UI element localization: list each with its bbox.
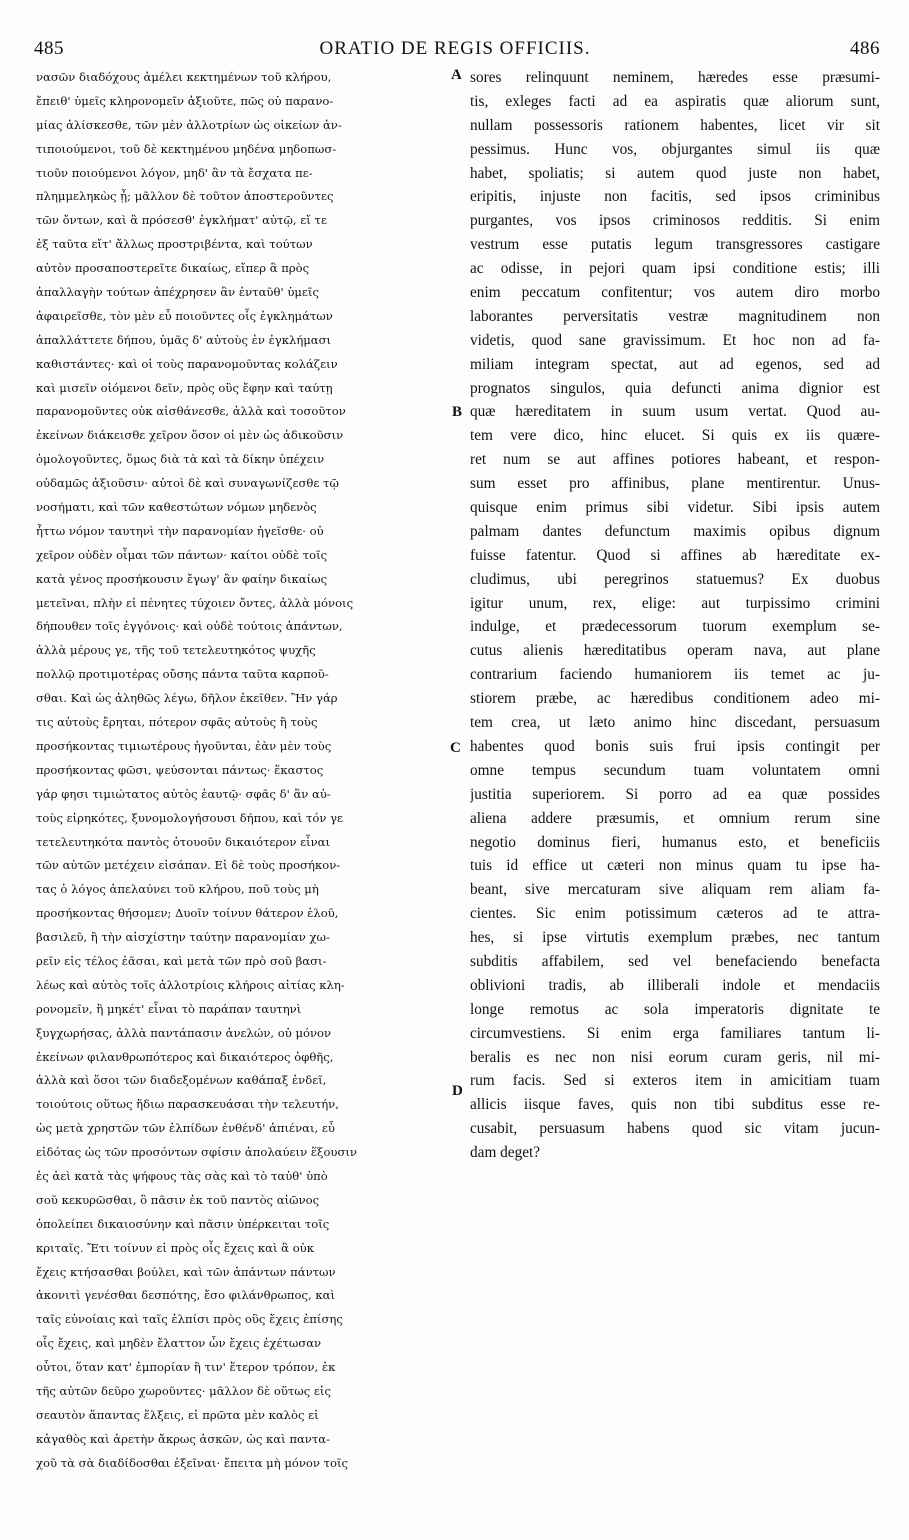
- text-line: cutus alienis hæreditatibus operam nava, aut plane: [470, 642, 880, 660]
- text-line: ἐς ἀεὶ κατὰ τὰς ψήφους τὰς σὰς καὶ τὸ ταὐθ' ὑπὸ: [36, 1168, 328, 1183]
- text-line: ἔπειθ' ὑμεῖς κληρονομεῖν ἀξιοῦτε, πῶς οὐ παρανο-: [36, 93, 334, 108]
- text-line: σοῦ κεκυρῶσθαι, ὃ πᾶσιν ἐκ τοῦ παντὸς αἰῶνος: [36, 1192, 320, 1207]
- text-line: νοσήματι, καὶ τῶν καθεστώτων νόμων μηδενὸς: [36, 500, 317, 515]
- text-line: οἷς ἔχεις, καὶ μηδὲν ἔλαττον ὧν ἔχεις ἐχέτωσαν: [36, 1336, 322, 1351]
- text-line: τοὺς εἰρηκότες, ξυνομολογήσουσι δήπου, καὶ τόν γε: [36, 810, 344, 825]
- greek-column: [36, 66, 446, 1476]
- text-line: ἐξ ταῦτα εἴτ' ἄλλως προστριβέντα, καὶ τούτων: [36, 237, 313, 252]
- text-line: ἧττω νόμον ταυτηνὶ τὴν παρανομίαν ἡγεῖσθε· οὐ: [36, 523, 324, 538]
- text-line: ξυγχωρήσας, ἀλλὰ παντάπασιν ἀνελών, οὐ μόνον: [36, 1025, 332, 1040]
- text-line: ταῖς εὐνοίαις καὶ ταῖς ἐλπίσι πρὸς οὓς ἔχεις ἐπίσης: [36, 1312, 343, 1327]
- text-line: ἀπαλλάττετε δήπου, ὑμᾶς δ' αὐτοὺς ἐν ἐγκλήμασι: [36, 332, 332, 347]
- text-line: προσήκοντας φῶσι, ψεύσονται πάντως· ἕκαστος: [36, 762, 324, 777]
- text-line: κατὰ γένος προσήκουσιν ἔγωγ' ἂν φαίην δικαίως: [36, 571, 328, 586]
- text-line: κριταῖς. Ἔτι τοίνυν εἰ πρὸς οἷς ἔχεις καὶ ἃ οὐκ: [36, 1240, 314, 1255]
- page-number-left: 485: [34, 38, 64, 59]
- text-line: κἀγαθὸς καὶ ἀρετὴν ἄκρως ἀσκῶν, ὡς καὶ παντα-: [36, 1431, 331, 1446]
- text-line: sum esset pro affinibus, plane mentirentur. Unus-: [470, 475, 880, 493]
- text-line: ἀφαιρεῖσθε, τὸν μὲν εὖ ποιοῦντες οἷς ἐγκλημάτων: [36, 308, 333, 323]
- text-line: cientes. Sic enim potissimum cæteros ad te attra-: [470, 905, 880, 923]
- text-line: allicis iisque faves, quis non tibi subditus esse re-: [470, 1096, 880, 1114]
- text-line: τιποιούμενοι, τοῦ δὲ κεκτημένου μηδένα μηδοπωσ-: [36, 141, 337, 156]
- text-line: τῶν ὄντων, καὶ ἃ πρόσεσθ' ἐγκλήματ' αὐτῷ, εἴ τε: [36, 213, 327, 228]
- text-line: laborantes perversitatis vestræ magnitudinem non: [470, 307, 880, 325]
- text-line: προσήκοντας τιμιωτέρους ἡγοῦνται, ἐὰν μὲν τοὺς: [36, 738, 332, 753]
- text-line: pessimus. Hunc vos, objurgantes simul iis quæ: [470, 140, 880, 158]
- text-line: καθιστάντες· καὶ οἱ τοὺς παρανομοῦντας κολάζειν: [36, 356, 338, 371]
- text-line: σθαι. Καὶ ὡς ἀληθῶς λέγω, δῆλον ἐκεῖθεν. Ἢν γάρ: [36, 691, 338, 706]
- text-line: παρανομοῦντες οὐκ αἰσθάνεσθε, ἀλλὰ καὶ τοσοῦτον: [36, 404, 346, 419]
- margin-marker-c: C: [450, 740, 461, 756]
- text-line: τιοῦν ποιούμενοι λόγον, μηδ' ἂν τὰ ἔσχατα πε-: [36, 165, 313, 180]
- text-line: dam deget?: [470, 1144, 541, 1162]
- text-line: τετελευτηκότα παντὸς ὁτουοῦν δικαιότερον εἶναι: [36, 834, 331, 849]
- text-line: fuisse fatentur. Quod si affines ab hæreditate ex-: [470, 546, 880, 564]
- text-line: καὶ μισεῖν οἰόμενοι δεῖν, πρὸς οὓς ἔφην καὶ ταύτῃ: [36, 380, 333, 395]
- text-line: contrarium faciendo humaniorem iis temet ac ju-: [470, 666, 880, 684]
- page-number-right: 486: [850, 38, 880, 59]
- text-line: μίας ἁλίσκεσθε, τῶν μὲν ἀλλοτρίων ὡς οἰκείων ἀν-: [36, 117, 342, 132]
- text-line: πλημμεληκὼς ᾖ; μᾶλλον δὲ τοῦτον ἀποστεροῦντες: [36, 189, 334, 204]
- text-line: ἐκείνων φιλανθρωπότερος καὶ δικαιότερος ὀφθῆς,: [36, 1049, 334, 1064]
- text-line: beant, sive mercaturam sive aliquam rem aliam fa-: [470, 881, 880, 899]
- text-line: ἀλλὰ καὶ ὅσοι τῶν διαδεξομένων καθάπαξ ἐνδεῖ,: [36, 1073, 327, 1088]
- text-line: λέως καὶ αὐτὸς τοῖς ἀλλοτρίοις κλήροις αἰτίας κλη-: [36, 977, 345, 992]
- text-line: igitur unum, rex, elige: aut turpissimo crimini: [470, 594, 880, 612]
- text-line: τας ὁ λόγος ἀπελαύνει τοῦ κλήρου, ποῦ τοὺς μὴ: [36, 882, 319, 897]
- text-line: vestrum esse putatis legum transgressores castigare: [470, 236, 880, 254]
- text-line: μετεῖναι, πλὴν εἰ πένητες τύχοιεν ὄντες, ἀλλὰ μόνοις: [36, 595, 354, 610]
- text-line: χεῖρον οὐδὲν οἶμαι τῶν πάντων· καίτοι οὐδὲ τοῖς: [36, 547, 328, 562]
- text-line: cusabit, persuasum habens quod sic vitam jucun-: [470, 1120, 880, 1138]
- text-line: videtis, quod sane gravissimum. Et hoc non ad fa-: [470, 331, 880, 349]
- text-line: purgantes, vos ipsos criminosos redditis. Si enim: [470, 212, 880, 230]
- text-line: habentes quod bonis suis frui ipsis contingit per: [470, 737, 880, 755]
- text-line: omne tempus secundum tuam voluntatem omni: [470, 761, 880, 779]
- text-line: τῆς αὐτῶν δεῦρο χωροῦντες· μᾶλλον δὲ οὕτως εἰς: [36, 1383, 331, 1398]
- text-line: σεαυτὸν ἅπαντας ἕλξεις, εἰ πρῶτα μὲν καλὸς εἰ: [36, 1407, 319, 1422]
- text-line: αὐτὸν προσαποστερεῖτε δικαίως, εἴπερ ἃ πρὸς: [36, 261, 310, 276]
- text-line: tem crea, ut læto animo hinc discedant, persuasum: [470, 714, 880, 732]
- text-line: prognatos singulos, quia defuncti anima dignior est: [470, 379, 880, 397]
- text-line: οὐδαμῶς ἀξιοῦσιν· αὐτοὶ δὲ καὶ συναγωνίζεσθε τῷ: [36, 476, 339, 491]
- latin-column: [470, 66, 880, 1165]
- text-line: τις αὐτοὺς ἔρηται, πότερον σφᾶς αὐτοὺς ἢ τοὺς: [36, 715, 318, 730]
- text-line: ἀκονιτὶ γενέσθαι δεσπότης, ἔσο φιλάνθρωπος, καὶ: [36, 1288, 335, 1303]
- text-line: beralis es nec non nisi eorum curam geris, nil mi-: [470, 1048, 880, 1066]
- text-line: γάρ φησι τιμιώτατος αὐτὸς ἑαυτῷ· σφᾶς δ' ἂν αὐ-: [36, 786, 331, 801]
- text-line: ac odisse, in pejori quam ipsi conditione estis; illi: [470, 260, 880, 278]
- margin-marker-d: D: [452, 1083, 463, 1099]
- text-line: circumvestiens. Si enim erga familiares tantum li-: [470, 1024, 880, 1042]
- text-line: eripitis, injuste non facitis, sed ipsos criminibus: [470, 188, 880, 206]
- text-line: νασῶν διαδόχους ἀμέλει κεκτημένων τοῦ κλήρου,: [36, 70, 332, 84]
- text-line: rum facis. Sed si exteros item in amicitiam tuam: [470, 1072, 880, 1090]
- text-line: indulge, et prædecessorum tuorum exemplum se-: [470, 618, 880, 636]
- text-line: τοιούτοις οὕτως ἥδιω παρασκευάσαι τὴν τελευτήν,: [36, 1097, 339, 1112]
- margin-marker-a: A: [451, 67, 462, 83]
- text-line: ρεῖν εἰς τέλος ἐᾶσαι, καὶ μετὰ τῶν πρὸ σοῦ βασι-: [36, 953, 327, 968]
- text-line: οὗτοι, ὅταν κατ' ἐμπορίαν ἢ τιν' ἕτερον τρόπον, ἐκ: [36, 1360, 336, 1375]
- text-line: sores relinquunt neminem, hæredes esse præsumi-: [470, 69, 880, 86]
- text-line: tem vere dico, hinc elucet. Si quis ex iis quære-: [470, 427, 880, 445]
- text-line: miliam integram spectat, aut ad egenos, sed ad: [470, 355, 880, 373]
- text-line: tuis id effice ut cæteri non minus quam tu ipse ha-: [470, 857, 880, 875]
- text-line: ὁπολείπει δικαιοσύνην καὶ πᾶσιν ὑπέρκειται τοῖς: [36, 1216, 330, 1231]
- text-line: longe remotus ac sola imperatoris dignitate te: [470, 1000, 880, 1018]
- text-line: hes, si ipse virtutis exemplum præbes, nec tantum: [470, 929, 880, 947]
- text-line: tis, exleges facti ad ea aspiratis quæ aliorum sunt,: [470, 92, 880, 110]
- text-line: palmam dantes defunctum maximis opibus dignum: [470, 522, 880, 540]
- text-line: προσήκοντας θήσομεν; Δυοῖν τοίνυν θάτερον ἑλοῦ,: [36, 906, 339, 921]
- text-line: nullam possessoris rationem habentes, licet vir sit: [470, 116, 880, 134]
- text-line: ret num se aut affines potiores habeant, et respon-: [470, 451, 880, 469]
- running-header: [30, 38, 880, 60]
- text-line: πολλῷ προτιμοτέρας οὔσης πάντα ταῦτα καρποῦ-: [36, 667, 329, 682]
- text-line: ἔχεις κτήσασθαι βούλει, καὶ τῶν ἁπάντων πάντων: [36, 1264, 336, 1279]
- text-line: aliena addere præsumis, et omnium rerum sine: [470, 809, 880, 827]
- text-line: ἀλλὰ μέρους γε, τῆς τοῦ τετελευτηκότος ψυχῆς: [36, 643, 316, 658]
- text-line: justitia superiorem. Si porro ad ea quæ possides: [470, 785, 880, 803]
- text-line: ὡς μετὰ χρηστῶν τῶν ἐλπίδων ἐνθένδ' ἀπιέναι, εὖ: [36, 1121, 335, 1136]
- text-line: ὁμολογοῦντες, ὅμως διὰ τὰ καὶ τὰ δίκην ὑπέχειν: [36, 452, 325, 467]
- running-title: ORATIO DE REGIS OFFICIIS.: [319, 38, 591, 59]
- text-line: δήπουθεν τοῖς ἐγγόνοις· καὶ οὐδὲ τούτοις ἁπάντων,: [36, 619, 343, 634]
- text-line: ἐκείνων διάκεισθε χεῖρον ὅσον οἱ μὲν ὡς ἀδικοῦσιν: [36, 428, 344, 443]
- text-line: negotio dominus fieri, humanus esto, et beneficiis: [470, 833, 880, 851]
- text-line: ἀπαλλαγὴν τούτων ἀπέχρησεν ἂν ἐνταῦθ' ὑμεῖς: [36, 285, 319, 300]
- text-line: oblivioni tradis, ab illiberali indole et mendaciis: [470, 976, 880, 994]
- margin-marker-b: B: [452, 404, 463, 420]
- text-line: quisque enim primus sibi videtur. Sibi ipsis autem: [470, 499, 880, 517]
- text-line: quæ hæreditatem in suum usum vertat. Quod au-: [470, 403, 880, 421]
- text-line: enim peccatum confitentur; vos autem diro morbo: [470, 284, 880, 302]
- text-line: cludimus, ubi peregrinos statuemus? Ex duobus: [470, 570, 880, 588]
- text-line: habet, spoliatis; si autem quod juste non habet,: [470, 164, 880, 182]
- text-line: εἰδότας ὡς τῶν προσόντων σφίσιν ἀπολαύειν ἕξουσιν: [36, 1145, 357, 1160]
- text-line: χοῦ τὰ σὰ διαδίδοσθαι ἐξεῖναι· ἔπειτα μὴ μόνον τοῖς: [36, 1455, 349, 1470]
- text-line: stiorem præbe, ac hæredibus conditionem adeo mi-: [470, 690, 880, 708]
- text-line: βασιλεῦ, ἢ τὴν αἰσχίστην ταύτην παρανομίαν χω-: [36, 930, 330, 945]
- text-line: ρονομεῖν, ἢ μηκέτ' εἶναι τὸ παράπαν ταυτηνὶ: [36, 1001, 302, 1016]
- text-line: τῶν αὐτῶν μετέχειν εἰσάπαν. Εἰ δὲ τοὺς προσήκον-: [36, 858, 341, 873]
- text-line: subditis affabilem, sed vel benefaciendo benefacta: [470, 952, 880, 970]
